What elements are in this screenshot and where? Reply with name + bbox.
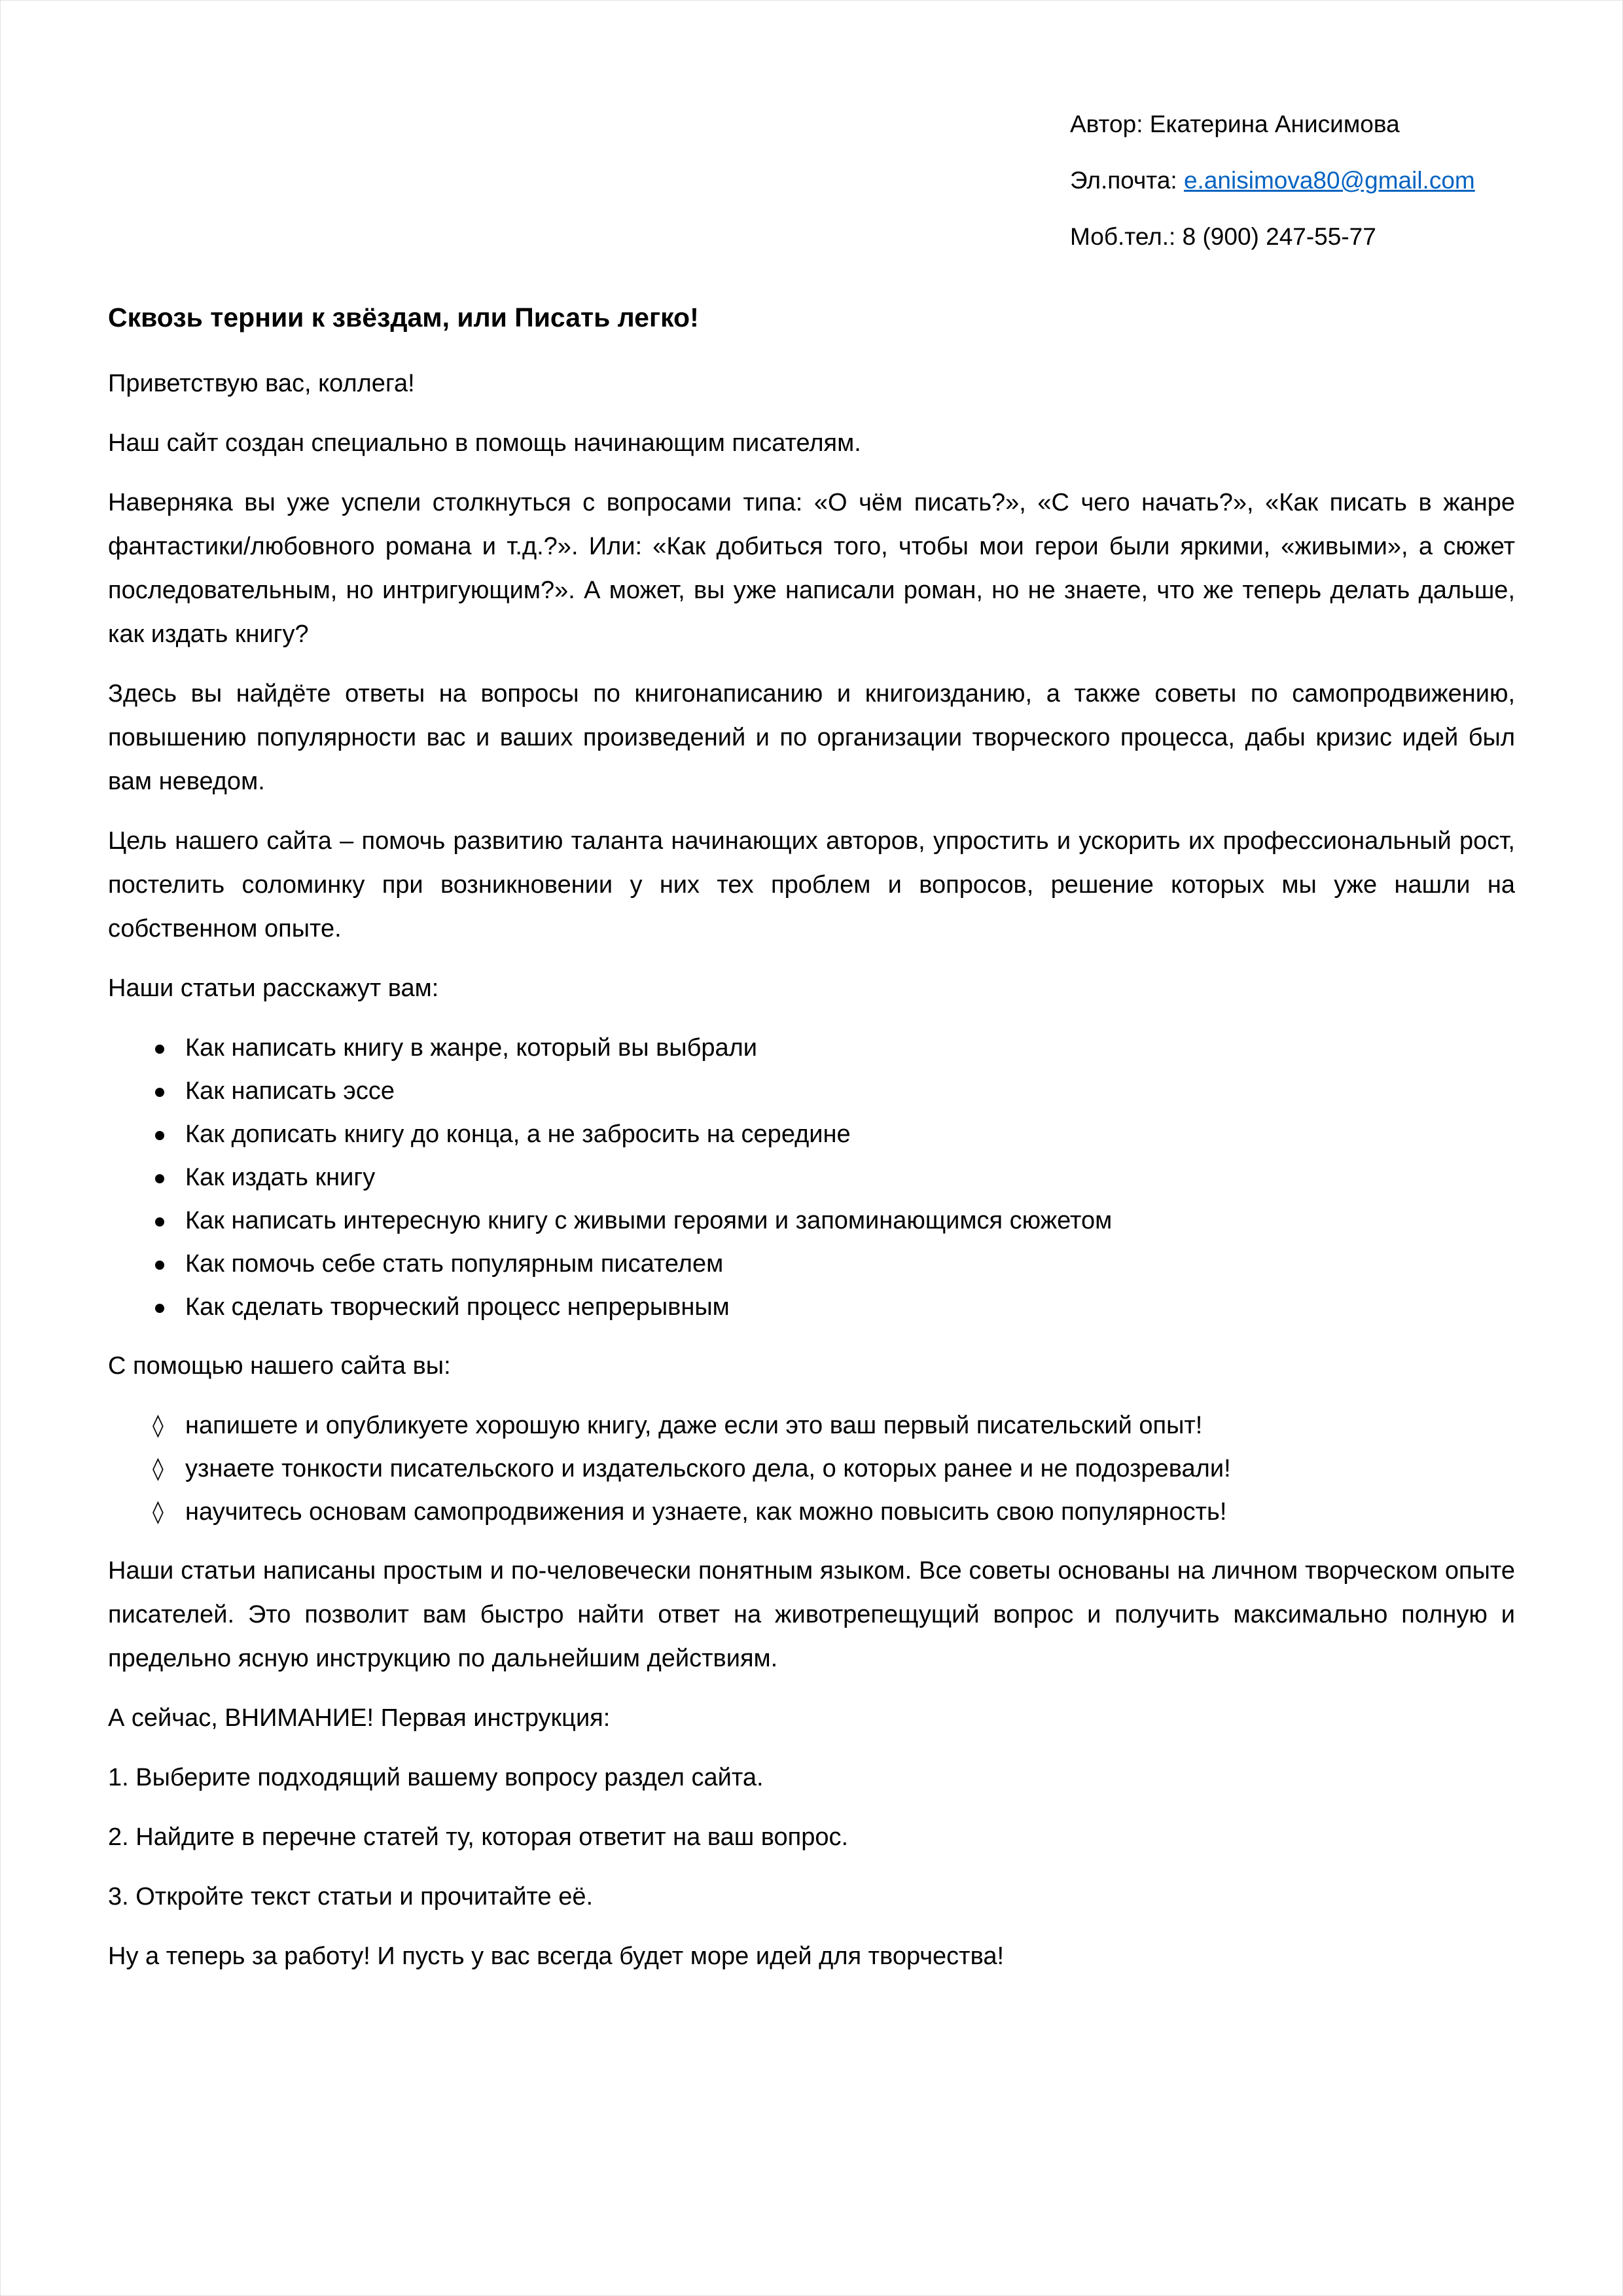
email-label: Эл.почта:	[1070, 167, 1177, 194]
articles-intro: Наши статьи расскажут вам:	[108, 975, 439, 1002]
intro-paragraph: Наш сайт создан специально в помощь начинающим писателям.	[108, 429, 861, 457]
style-paragraph: Наши статьи написаны простым и по-человечески понятным языком. Все советы основаны на личном творческом опыте писателей. Это позволит вам быстро найти ответ на животрепещущий вопрос и получить максимально полную и предельно ясную инструкцию по дальнейшим действиям.	[108, 1557, 1515, 1672]
questions-paragraph: Наверняка вы уже успели столкнуться с вопросами типа: «О чём писать?», «С чего начать?», «Как писать в жанре фантастики/любовного романа и т.д.?». Или: «Как добиться того, чтобы мои герои были яркими, «живыми», а сюжет последовательным, но интригующим?». А может, вы уже написали роман, но не знаете, что же теперь делать дальше, как издать книгу?	[108, 489, 1515, 648]
step-1: 1. Выберите подходящий вашему вопросу раздел сайта.	[108, 1764, 764, 1791]
author-label: Автор:	[1070, 111, 1143, 137]
author-line	[1070, 111, 1475, 137]
benefits-list	[108, 1404, 1515, 1534]
list-item: Как написать книгу в жанре, который вы выбрали	[108, 1026, 1515, 1069]
answers-paragraph: Здесь вы найдёте ответы на вопросы по книгонаписанию и книгоизданию, а также советы по самопродвижению, повышению популярности вас и ваших произведений и по организации творческого процесса, дабы кризис идей был вам неведом.	[108, 680, 1515, 795]
document-title: Сквозь тернии к звёздам, или Писать легко!	[108, 302, 699, 332]
goal-paragraph: Цель нашего сайта – помочь развитию таланта начинающих авторов, упростить и ускорить их профессиональный рост, постелить соломинку при возникновении у них тех проблем и вопросов, решение которых мы уже нашли на собственном опыте.	[108, 827, 1515, 942]
list-item: Как написать интересную книгу с живыми героями и запоминающимся сюжетом	[108, 1199, 1515, 1242]
attention-paragraph: А сейчас, ВНИМАНИЕ! Первая инструкция:	[108, 1704, 611, 1732]
phone-number: 8 (900) 247-55-77	[1182, 223, 1376, 250]
benefits-intro: С помощью нашего сайта вы:	[108, 1352, 451, 1380]
list-item: Как издать книгу	[108, 1156, 1515, 1199]
phone-line	[1070, 224, 1475, 250]
author-name: Екатерина Анисимова	[1149, 111, 1400, 137]
document-body	[108, 301, 1515, 1994]
list-item: ◊ научитесь основам самопродвижения и узнаете, как можно повысить свою популярность!	[108, 1490, 1515, 1534]
list-item: Как сделать творческий процесс непрерывным	[108, 1285, 1515, 1329]
list-item: ◊ напишете и опубликуете хорошую книгу, даже если это ваш первый писательский опыт!	[108, 1404, 1515, 1447]
greeting-paragraph: Приветствую вас, коллега!	[108, 370, 415, 397]
author-contact-block	[1070, 111, 1475, 280]
email-link[interactable]: e.anisimova80@gmail.com	[1183, 167, 1475, 194]
email-line	[1070, 168, 1475, 194]
list-item: Как написать эссе	[108, 1069, 1515, 1113]
list-item: ◊ узнаете тонкости писательского и издательского дела, о которых ранее и не подозревали!	[108, 1447, 1515, 1490]
step-3: 3. Откройте текст статьи и прочитайте её.	[108, 1883, 594, 1910]
articles-list	[108, 1026, 1515, 1329]
phone-label: Моб.тел.:	[1070, 223, 1176, 250]
list-item: Как дописать книгу до конца, а не забросить на середине	[108, 1113, 1515, 1156]
list-item: Как помочь себе стать популярным писателем	[108, 1242, 1515, 1285]
closing-paragraph: Ну а теперь за работу! И пусть у вас всегда будет море идей для творчества!	[108, 1943, 1005, 1970]
step-2: 2. Найдите в перечне статей ту, которая ответит на ваш вопрос.	[108, 1823, 849, 1851]
